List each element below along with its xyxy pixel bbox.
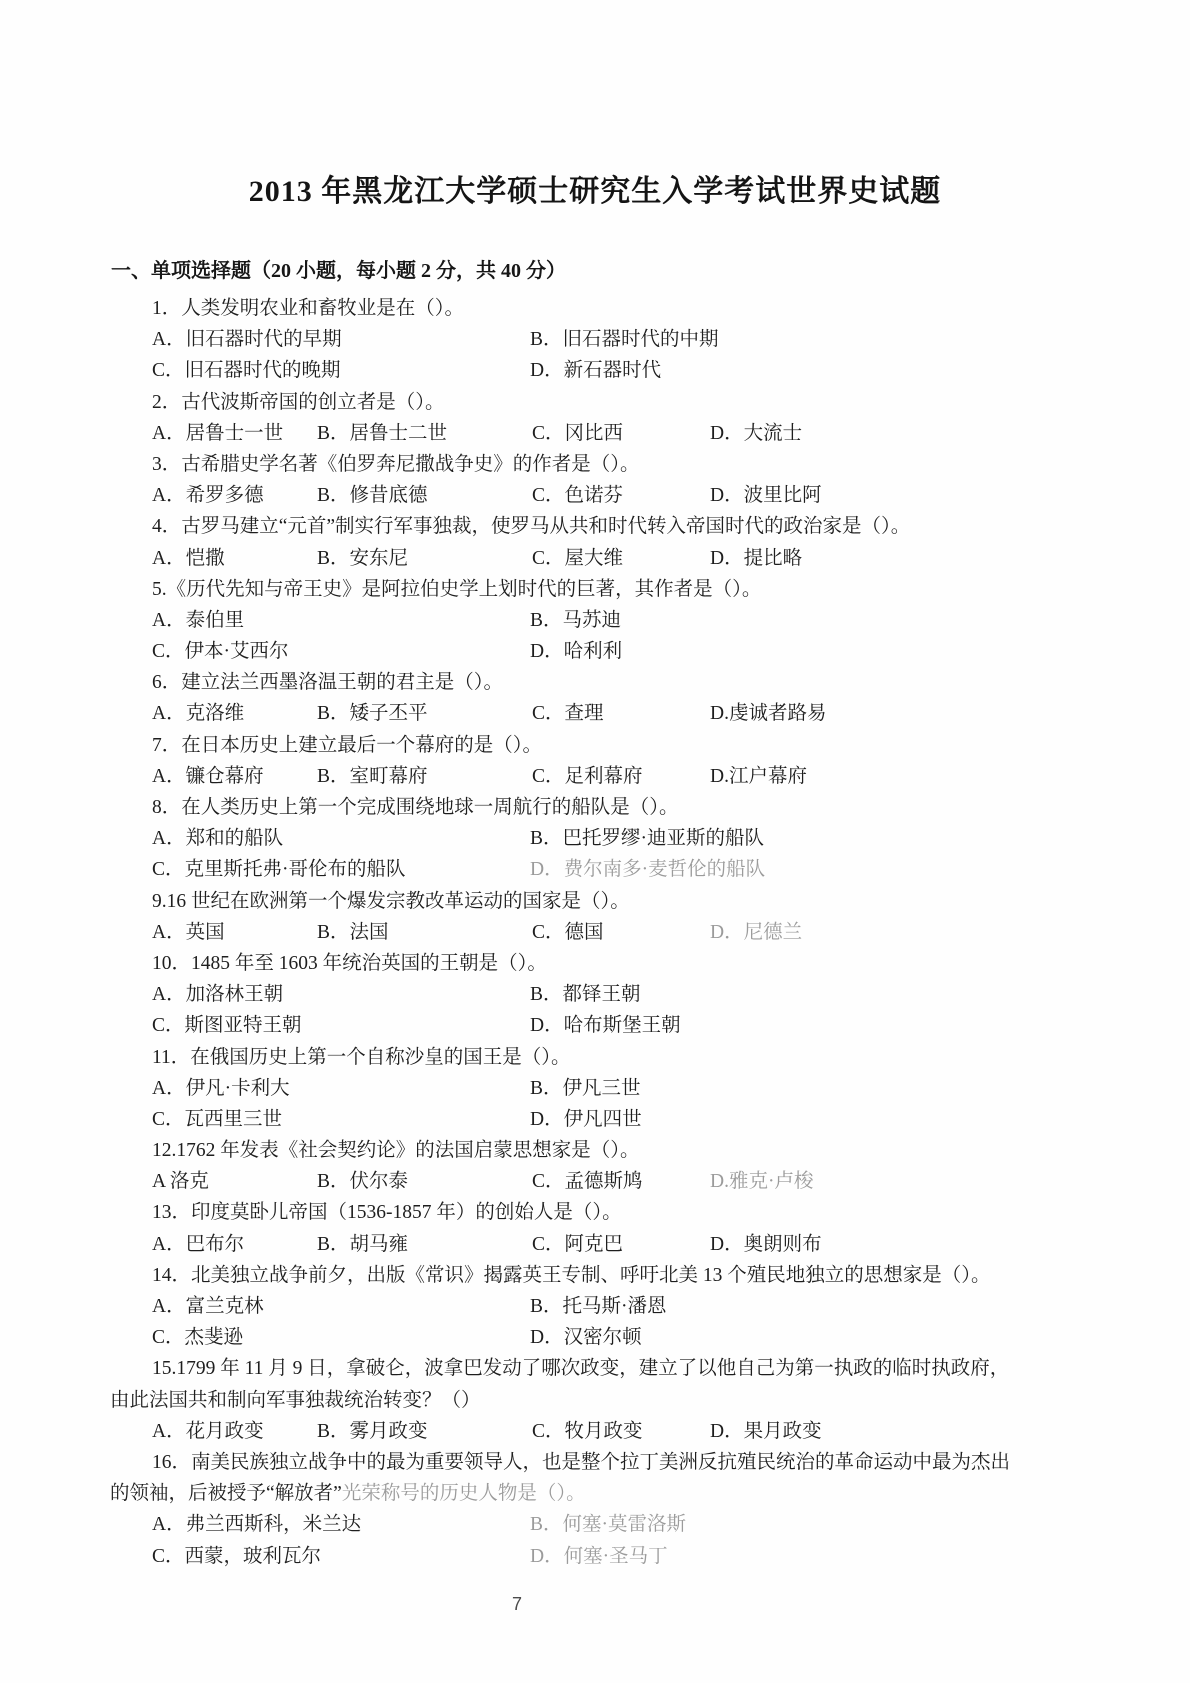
questions-area bbox=[110, 293, 1120, 1572]
question-6-stem: 6．建立法兰西墨洛温王朝的君主是（）。 bbox=[152, 672, 504, 694]
question-14-option-b: B．托马斯·潘恩 bbox=[530, 1296, 667, 1317]
question-5-option-c: C．伊本·艾西尔 bbox=[152, 641, 289, 663]
question-10-option-b: B．都铎王朝 bbox=[530, 984, 641, 1006]
question-3-option-d: D．波里比阿 bbox=[710, 485, 822, 507]
question-5-option-b: B．马苏迪 bbox=[530, 609, 622, 631]
question-16-stem-line2-part2: 光荣称号的历史人物是（）。 bbox=[341, 1483, 586, 1505]
question-1-option-d: D．新石器时代 bbox=[530, 360, 662, 382]
question-15-option-a: A．花月政变 bbox=[152, 1420, 264, 1442]
question-1-option-c: C．旧石器时代的晚期 bbox=[152, 360, 341, 382]
question-7-stem: 7．在日本历史上建立最后一个幕府的是（）。 bbox=[152, 734, 543, 756]
question-6-option-c: C．查理 bbox=[532, 703, 604, 725]
question-8-options-ab bbox=[110, 823, 1120, 854]
question-8-option-b: B．巴托罗缪·迪亚斯的船队 bbox=[530, 828, 765, 850]
question-15-options bbox=[110, 1416, 1120, 1447]
question-10-options-ab bbox=[110, 979, 1120, 1010]
question-14-options-ab bbox=[110, 1291, 1120, 1322]
question-1-options-ab bbox=[110, 324, 1120, 355]
question-15-stem-line2: 由此法国共和制向军事独裁统治转变？（） bbox=[110, 1389, 481, 1411]
question-11-option-a: A．伊凡·卡利大 bbox=[152, 1077, 290, 1099]
question-16-option-b: B．何塞·莫雷洛斯 bbox=[530, 1514, 687, 1536]
question-13-option-d: D．奥朗则布 bbox=[710, 1233, 822, 1255]
question-3-option-c: C．色诺芬 bbox=[532, 485, 624, 507]
question-12-option-a: A 洛克 bbox=[152, 1171, 209, 1193]
question-10-option-c: C．斯图亚特王朝 bbox=[152, 1015, 302, 1037]
question-6-options bbox=[110, 698, 1120, 729]
question-9-option-a: A．英国 bbox=[152, 921, 225, 943]
question-4-options bbox=[110, 543, 1120, 574]
question-11-options-cd bbox=[110, 1104, 1120, 1135]
question-6-option-b: B．矮子丕平 bbox=[317, 703, 428, 725]
question-11-option-c: C．瓦西里三世 bbox=[152, 1108, 283, 1130]
question-4-option-c: C．屋大维 bbox=[532, 547, 624, 569]
question-13-options bbox=[110, 1229, 1120, 1260]
question-3-option-a: A．希罗多德 bbox=[152, 485, 264, 507]
question-16-option-a: A．弗兰西斯科，米兰达 bbox=[152, 1514, 362, 1536]
question-14-option-d: D．汉密尔顿 bbox=[530, 1327, 642, 1349]
question-12-option-d: D.雅克·卢梭 bbox=[710, 1171, 814, 1193]
question-14-option-a: A．富兰克林 bbox=[152, 1296, 264, 1317]
question-16-stem-line2-part1: 的领袖，后被授予“解放者” bbox=[110, 1483, 342, 1505]
question-5-option-a: A．泰伯里 bbox=[152, 609, 245, 631]
question-2-stem: 2．古代波斯帝国的创立者是（）。 bbox=[152, 391, 445, 413]
question-14-stem: 14．北美独立战争前夕，出版《常识》揭露英王专制、呼吁北美 13 个殖民地独立的思想家是（）。 bbox=[152, 1264, 991, 1286]
question-12-stem: 12.1762 年发表《社会契约论》的法国启蒙思想家是（）。 bbox=[152, 1140, 640, 1162]
question-16-options-ab bbox=[110, 1509, 1120, 1540]
question-7-option-d: D.江户幕府 bbox=[710, 765, 807, 787]
question-5-options-cd bbox=[110, 636, 1120, 667]
question-2-option-d: D．大流士 bbox=[710, 422, 803, 444]
question-14-options-cd bbox=[110, 1322, 1120, 1353]
question-8-option-a: A．郑和的船队 bbox=[152, 828, 284, 850]
question-5-option-d: D．哈利利 bbox=[530, 641, 623, 663]
question-13-option-c: C．阿克巴 bbox=[532, 1233, 624, 1255]
question-2-option-a: A．居鲁士一世 bbox=[152, 422, 284, 444]
question-14-option-c: C．杰斐逊 bbox=[152, 1327, 244, 1349]
question-2-option-c: C．冈比西 bbox=[532, 422, 624, 444]
question-12-option-b: B．伏尔泰 bbox=[317, 1171, 409, 1193]
question-15-option-b: B．雾月政变 bbox=[317, 1420, 428, 1442]
question-16-option-d: D．何塞·圣马丁 bbox=[530, 1545, 668, 1567]
question-8-option-c: C．克里斯托弗·哥伦布的船队 bbox=[152, 859, 406, 881]
question-13-stem: 13．印度莫卧儿帝国（1536-1857 年）的创始人是（）。 bbox=[152, 1202, 622, 1224]
question-4-option-b: B．安东尼 bbox=[317, 547, 409, 569]
question-1-option-a: A．旧石器时代的早期 bbox=[152, 329, 342, 351]
question-3-stem: 3．古希腊史学名著《伯罗奔尼撒战争史》的作者是（）。 bbox=[152, 453, 640, 475]
question-1-stem: 1．人类发明农业和畜牧业是在（）。 bbox=[152, 298, 465, 319]
section-heading: 一、单项选择题（20 小题，每小题 2 分，共 40 分） bbox=[111, 260, 566, 282]
question-9-stem: 9.16 世纪在欧洲第一个爆发宗教改革运动的国家是（）。 bbox=[152, 890, 630, 912]
question-9-option-d: D．尼德兰 bbox=[710, 921, 803, 943]
question-8-options-cd bbox=[110, 854, 1120, 885]
question-4-option-d: D．提比略 bbox=[710, 547, 803, 569]
question-13-option-a: A．巴布尔 bbox=[152, 1233, 245, 1255]
question-4-stem: 4．古罗马建立“元首”制实行军事独裁，使罗马从共和时代转入帝国时代的政治家是（）。 bbox=[152, 516, 911, 538]
question-15-option-d: D．果月政变 bbox=[710, 1420, 822, 1442]
question-12-option-c: C．孟德斯鸠 bbox=[532, 1171, 643, 1193]
question-7-option-a: A．镰仓幕府 bbox=[152, 765, 264, 787]
question-12-options bbox=[110, 1166, 1120, 1197]
question-3-option-b: B．修昔底德 bbox=[317, 485, 428, 507]
question-11-option-d: D．伊凡四世 bbox=[530, 1108, 642, 1130]
question-11-options-ab bbox=[110, 1073, 1120, 1104]
question-9-option-c: C．德国 bbox=[532, 921, 604, 943]
page-number: 7 bbox=[511, 1594, 522, 1614]
question-10-option-a: A．加洛林王朝 bbox=[152, 984, 284, 1006]
question-16-stem-line1: 16．南美民族独立战争中的最为重要领导人，也是整个拉丁美洲反抗殖民统治的革命运动中最为杰出 bbox=[152, 1451, 1011, 1473]
question-8-stem: 8．在人类历史上第一个完成围绕地球一周航行的船队是（）。 bbox=[152, 797, 679, 818]
question-9-options bbox=[110, 917, 1120, 948]
question-10-option-d: D．哈布斯堡王朝 bbox=[530, 1015, 681, 1037]
question-5-stem: 5.《历代先知与帝王史》是阿拉伯史学上划时代的巨著，其作者是（）。 bbox=[152, 578, 762, 600]
question-6-option-d: D.虔诚者路易 bbox=[710, 703, 827, 725]
question-7-option-c: C．足利幕府 bbox=[532, 765, 643, 787]
question-15-stem-line1: 15.1799 年 11 月 9 日，拿破仑，波拿巴发动了哪次政变，建立了以他自己为第一执政的临时执政府， bbox=[152, 1358, 1010, 1380]
question-6-option-a: A．克洛维 bbox=[152, 703, 245, 725]
question-4-option-a: A．恺撒 bbox=[152, 547, 225, 569]
question-15-option-c: C．牧月政变 bbox=[532, 1420, 643, 1442]
exam-title: 2013 年黑龙江大学硕士研究生入学考试世界史试题 bbox=[248, 175, 942, 208]
question-10-options-cd bbox=[110, 1010, 1120, 1041]
question-8-option-d: D．费尔南多·麦哲伦的船队 bbox=[530, 859, 766, 881]
question-16-stem-line2 bbox=[110, 1478, 1120, 1509]
question-1-options-cd bbox=[110, 355, 1120, 386]
question-16-options-cd bbox=[110, 1541, 1120, 1572]
question-2-options bbox=[110, 418, 1120, 449]
question-2-option-b: B．居鲁士二世 bbox=[317, 422, 448, 444]
question-1-option-b: B．旧石器时代的中期 bbox=[530, 329, 719, 351]
question-5-options-ab bbox=[110, 605, 1120, 636]
question-9-option-b: B．法国 bbox=[317, 921, 389, 943]
question-16-option-c: C．西蒙，玻利瓦尔 bbox=[152, 1545, 322, 1567]
question-11-stem: 11．在俄国历史上第一个自称沙皇的国王是（）。 bbox=[152, 1046, 571, 1068]
question-3-options bbox=[110, 480, 1120, 511]
question-11-option-b: B．伊凡三世 bbox=[530, 1077, 641, 1099]
question-13-option-b: B．胡马雍 bbox=[317, 1233, 409, 1255]
question-7-options bbox=[110, 761, 1120, 792]
question-7-option-b: B．室町幕府 bbox=[317, 765, 428, 787]
question-10-stem: 10．1485 年至 1603 年统治英国的王朝是（）。 bbox=[152, 952, 547, 974]
